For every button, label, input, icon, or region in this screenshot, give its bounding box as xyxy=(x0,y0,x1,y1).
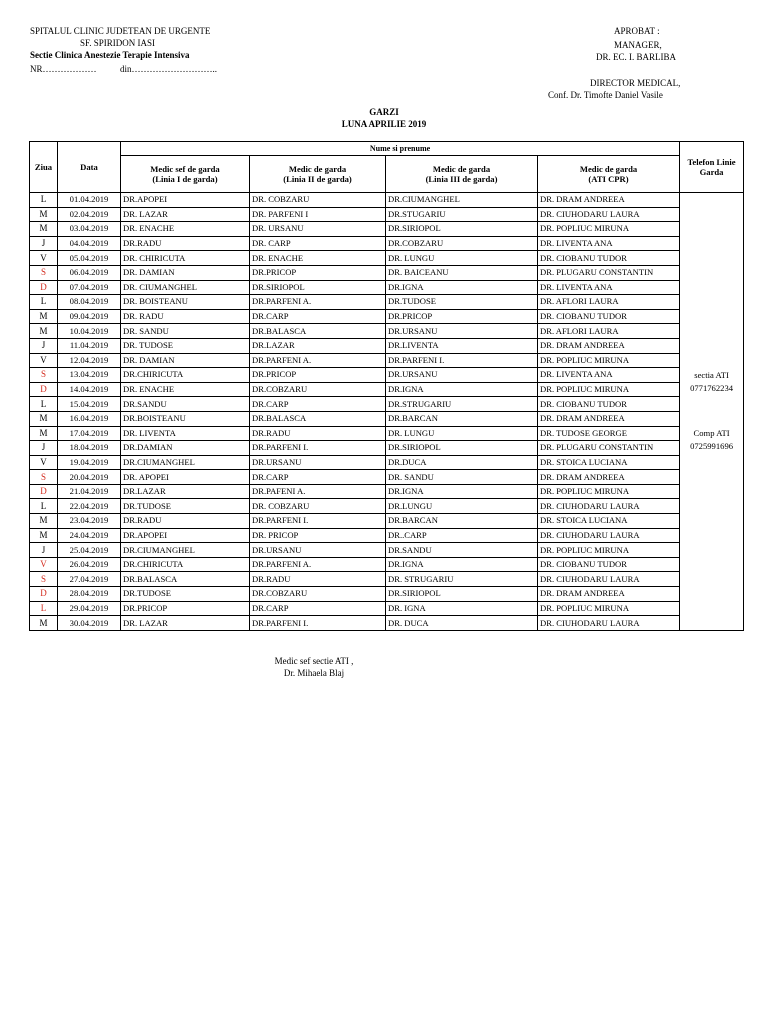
linia-2-cell: DR.COBZARU xyxy=(250,382,386,397)
linia-3-cell: DR.SIRIOPOL xyxy=(386,222,538,237)
table-row xyxy=(30,411,744,426)
ati-cpr-cell: DR. CIUHODARU LAURA xyxy=(538,616,680,631)
header-data: Data xyxy=(58,142,121,193)
department-name: Sectie Clinica Anestezie Terapie Intensiva xyxy=(30,50,190,60)
date-cell: 01.04.2019 xyxy=(58,193,121,208)
ati-cpr-cell: DR. DRAM ANDREEA xyxy=(538,587,680,602)
linia-3-cell: DR. LUNGU xyxy=(386,426,538,441)
table-row xyxy=(30,368,744,383)
linia-1-cell: DR.TUDOSE xyxy=(121,499,250,514)
linia-2-cell: DR.BALASCA xyxy=(250,411,386,426)
ati-cpr-cell: DR. AFLORI LAURA xyxy=(538,295,680,310)
header-linia-2: Medic de garda (Linia II de garda) xyxy=(250,156,386,193)
linia-1-cell: DR. CIUMANGHEL xyxy=(121,280,250,295)
day-letter-cell: J xyxy=(30,236,58,251)
page-title: GARZI xyxy=(369,107,399,117)
table-row xyxy=(30,601,744,616)
ati-cpr-cell: DR. POPLIUC MIRUNA xyxy=(538,484,680,499)
ati-cpr-cell: DR. AFLORI LAURA xyxy=(538,324,680,339)
date-cell: 24.04.2019 xyxy=(58,528,121,543)
ati-cpr-cell: DR. CIUHODARU LAURA xyxy=(538,528,680,543)
linia-2-cell: DR. COBZARU xyxy=(250,499,386,514)
linia-1-cell: DR.CIUMANGHEL xyxy=(121,455,250,470)
date-cell: 03.04.2019 xyxy=(58,222,121,237)
linia-3-cell: DR.STRUGARIU xyxy=(386,397,538,412)
linia-1-cell: DR.CHIRICUTA xyxy=(121,557,250,572)
schedule-table xyxy=(29,141,744,631)
date-cell: 15.04.2019 xyxy=(58,397,121,412)
registration-date: din……………………….. xyxy=(120,64,218,74)
date-cell: 02.04.2019 xyxy=(58,207,121,222)
ati-cpr-cell: DR. STOICA LUCIANA xyxy=(538,455,680,470)
day-letter-cell: M xyxy=(30,411,58,426)
linia-2-cell: DR.COBZARU xyxy=(250,587,386,602)
ati-cpr-cell: DR. DRAM ANDREEA xyxy=(538,411,680,426)
date-cell: 09.04.2019 xyxy=(58,309,121,324)
ati-cpr-cell: DR. DRAM ANDREEA xyxy=(538,338,680,353)
linia-3-cell: DR.TUDOSE xyxy=(386,295,538,310)
signature-title: Medic sef sectie ATI , xyxy=(274,656,354,666)
ati-cpr-cell: DR. POPLIUC MIRUNA xyxy=(538,222,680,237)
linia-2-cell: DR.PARFENI I. xyxy=(250,514,386,529)
ati-cpr-cell: DR. DRAM ANDREEA xyxy=(538,193,680,208)
linia-2-cell: DR.RADU xyxy=(250,426,386,441)
day-letter-cell: V xyxy=(30,353,58,368)
linia-1-cell: DR. APOPEI xyxy=(121,470,250,485)
date-cell: 20.04.2019 xyxy=(58,470,121,485)
hospital-name: SPITALUL CLINIC JUDETEAN DE URGENTE xyxy=(30,26,211,36)
telefon-cell xyxy=(680,193,744,631)
table-row xyxy=(30,470,744,485)
ati-cpr-cell: DR. LIVENTA ANA xyxy=(538,368,680,383)
linia-3-cell: DR. SANDU xyxy=(386,470,538,485)
day-letter-cell: V xyxy=(30,557,58,572)
linia-3-cell: DR. BAICEANU xyxy=(386,265,538,280)
header-telefon: Telefon Linie Garda xyxy=(680,142,744,193)
date-cell: 30.04.2019 xyxy=(58,616,121,631)
day-letter-cell: M xyxy=(30,207,58,222)
table-row xyxy=(30,295,744,310)
day-letter-cell: J xyxy=(30,441,58,456)
linia-1-cell: DR.CHIRICUTA xyxy=(121,368,250,383)
linia-3-cell: DR.IGNA xyxy=(386,280,538,295)
date-cell: 16.04.2019 xyxy=(58,411,121,426)
linia-2-cell: DR.PRICOP xyxy=(250,368,386,383)
table-row xyxy=(30,572,744,587)
table-row xyxy=(30,309,744,324)
day-letter-cell: M xyxy=(30,528,58,543)
manager-name: DR. EC. I. BARLIBA xyxy=(596,52,677,62)
day-letter-cell: L xyxy=(30,193,58,208)
table-row xyxy=(30,222,744,237)
linia-1-cell: DR.BALASCA xyxy=(121,572,250,587)
table-row xyxy=(30,353,744,368)
linia-1-cell: DR. DAMIAN xyxy=(121,265,250,280)
medical-director-title: DIRECTOR MEDICAL, xyxy=(590,78,681,88)
linia-1-cell: DR. LIVENTA xyxy=(121,426,250,441)
table-row xyxy=(30,484,744,499)
ati-cpr-cell: DR. TUDOSE GEORGE xyxy=(538,426,680,441)
linia-3-cell: DR.SIRIOPOL xyxy=(386,441,538,456)
linia-2-cell: DR.PARFENI I. xyxy=(250,441,386,456)
linia-3-cell: DR. DUCA xyxy=(386,616,538,631)
table-row xyxy=(30,193,744,208)
header-linia-3: Medic de garda (Linia III de garda) xyxy=(386,156,538,193)
linia-3-cell: DR..CARP xyxy=(386,528,538,543)
linia-1-cell: DR. LAZAR xyxy=(121,207,250,222)
linia-1-cell: DR. RADU xyxy=(121,309,250,324)
day-letter-cell: M xyxy=(30,616,58,631)
date-cell: 08.04.2019 xyxy=(58,295,121,310)
linia-3-cell: DR.IGNA xyxy=(386,557,538,572)
day-letter-cell: M xyxy=(30,426,58,441)
day-letter-cell: M xyxy=(30,514,58,529)
table-row xyxy=(30,324,744,339)
date-cell: 12.04.2019 xyxy=(58,353,121,368)
table-row xyxy=(30,499,744,514)
ati-cpr-cell: DR. POPLIUC MIRUNA xyxy=(538,382,680,397)
date-cell: 07.04.2019 xyxy=(58,280,121,295)
linia-3-cell: DR.URSANU xyxy=(386,324,538,339)
ati-cpr-cell: DR. LIVENTA ANA xyxy=(538,280,680,295)
ati-cpr-cell: DR. PLUGARU CONSTANTIN xyxy=(538,441,680,456)
linia-2-cell: DR.PARFENI A. xyxy=(250,557,386,572)
table-row xyxy=(30,382,744,397)
ati-cpr-cell: DR. CIOBANU TUDOR xyxy=(538,309,680,324)
table-row xyxy=(30,207,744,222)
linia-3-cell: DR. STRUGARIU xyxy=(386,572,538,587)
date-cell: 04.04.2019 xyxy=(58,236,121,251)
phone-entry xyxy=(682,369,741,395)
day-letter-cell: L xyxy=(30,499,58,514)
linia-2-cell: DR. URSANU xyxy=(250,222,386,237)
linia-1-cell: DR.APOPEI xyxy=(121,193,250,208)
table-row xyxy=(30,236,744,251)
date-cell: 29.04.2019 xyxy=(58,601,121,616)
linia-1-cell: DR.RADU xyxy=(121,236,250,251)
table-row xyxy=(30,616,744,631)
linia-3-cell: DR.CIUMANGHEL xyxy=(386,193,538,208)
linia-1-cell: DR. CHIRICUTA xyxy=(121,251,250,266)
day-letter-cell: D xyxy=(30,484,58,499)
ati-cpr-cell: DR. CIOBANU TUDOR xyxy=(538,397,680,412)
linia-1-cell: DR.BOISTEANU xyxy=(121,411,250,426)
linia-3-cell: DR. IGNA xyxy=(386,601,538,616)
date-cell: 18.04.2019 xyxy=(58,441,121,456)
ati-cpr-cell: DR. CIUHODARU LAURA xyxy=(538,207,680,222)
phone-label: Comp ATI xyxy=(693,428,730,439)
linia-2-cell: DR.RADU xyxy=(250,572,386,587)
date-cell: 13.04.2019 xyxy=(58,368,121,383)
phone-number: 0771762234 xyxy=(690,383,734,394)
linia-1-cell: DR.CIUMANGHEL xyxy=(121,543,250,558)
linia-1-cell: DR.SANDU xyxy=(121,397,250,412)
linia-2-cell: DR.PARFENI A. xyxy=(250,353,386,368)
approval-label: APROBAT : xyxy=(614,26,660,36)
header-linia-1: Medic sef de garda (Linia I de garda) xyxy=(121,156,250,193)
linia-2-cell: DR.PARFENI I. xyxy=(250,616,386,631)
linia-2-cell: DR.PRICOP xyxy=(250,265,386,280)
linia-3-cell: DR.PRICOP xyxy=(386,309,538,324)
day-letter-cell: M xyxy=(30,222,58,237)
table-row xyxy=(30,441,744,456)
linia-2-cell: DR. ENACHE xyxy=(250,251,386,266)
day-letter-cell: J xyxy=(30,338,58,353)
date-cell: 19.04.2019 xyxy=(58,455,121,470)
table-row xyxy=(30,528,744,543)
table-row xyxy=(30,251,744,266)
ati-cpr-cell: DR. CIUHODARU LAURA xyxy=(538,572,680,587)
day-letter-cell: S xyxy=(30,470,58,485)
hospital-city: SF. SPIRIDON IASI xyxy=(80,38,156,48)
table-row xyxy=(30,543,744,558)
linia-3-cell: DR.IGNA xyxy=(386,484,538,499)
linia-3-cell: DR.LIVENTA xyxy=(386,338,538,353)
table-row xyxy=(30,557,744,572)
ati-cpr-cell: DR. LIVENTA ANA xyxy=(538,236,680,251)
linia-3-cell: DR.LUNGU xyxy=(386,499,538,514)
linia-2-cell: DR.URSANU xyxy=(250,543,386,558)
day-letter-cell: L xyxy=(30,601,58,616)
date-cell: 05.04.2019 xyxy=(58,251,121,266)
date-cell: 17.04.2019 xyxy=(58,426,121,441)
phone-entry xyxy=(682,427,741,453)
linia-1-cell: DR. ENACHE xyxy=(121,382,250,397)
linia-1-cell: DR. LAZAR xyxy=(121,616,250,631)
linia-2-cell: DR.CARP xyxy=(250,397,386,412)
linia-2-cell: DR.SIRIOPOL xyxy=(250,280,386,295)
date-cell: 26.04.2019 xyxy=(58,557,121,572)
day-letter-cell: V xyxy=(30,251,58,266)
day-letter-cell: D xyxy=(30,382,58,397)
date-cell: 10.04.2019 xyxy=(58,324,121,339)
medical-director-name: Conf. Dr. Timofte Daniel Vasile xyxy=(548,90,663,100)
table-row xyxy=(30,426,744,441)
phone-number: 0725991696 xyxy=(690,441,734,452)
day-letter-cell: M xyxy=(30,324,58,339)
linia-2-cell: DR.BALASCA xyxy=(250,324,386,339)
linia-2-cell: DR. PARFENI I xyxy=(250,207,386,222)
linia-1-cell: DR.RADU xyxy=(121,514,250,529)
ati-cpr-cell: DR. POPLIUC MIRUNA xyxy=(538,353,680,368)
phone-label: sectia ATI xyxy=(694,370,729,381)
linia-3-cell: DR. LUNGU xyxy=(386,251,538,266)
linia-1-cell: DR.DAMIAN xyxy=(121,441,250,456)
linia-3-cell: DR.PARFENI I. xyxy=(386,353,538,368)
linia-3-cell: DR.BARCAN xyxy=(386,514,538,529)
table-row xyxy=(30,338,744,353)
table-row xyxy=(30,514,744,529)
date-cell: 25.04.2019 xyxy=(58,543,121,558)
ati-cpr-cell: DR. CIUHODARU LAURA xyxy=(538,499,680,514)
registration-number: NR……………… xyxy=(30,64,97,74)
linia-1-cell: DR. TUDOSE xyxy=(121,338,250,353)
date-cell: 23.04.2019 xyxy=(58,514,121,529)
day-letter-cell: L xyxy=(30,397,58,412)
manager-title: MANAGER, xyxy=(614,40,662,50)
linia-2-cell: DR. CARP xyxy=(250,236,386,251)
table-row xyxy=(30,455,744,470)
ati-cpr-cell: DR. POPLIUC MIRUNA xyxy=(538,601,680,616)
ati-cpr-cell: DR. CIOBANU TUDOR xyxy=(538,251,680,266)
ati-cpr-cell: DR. STOICA LUCIANA xyxy=(538,514,680,529)
linia-3-cell: DR.URSANU xyxy=(386,368,538,383)
day-letter-cell: D xyxy=(30,587,58,602)
linia-1-cell: DR. BOISTEANU xyxy=(121,295,250,310)
ati-cpr-cell: DR. PLUGARU CONSTANTIN xyxy=(538,265,680,280)
linia-1-cell: DR. DAMIAN xyxy=(121,353,250,368)
linia-1-cell: DR.PRICOP xyxy=(121,601,250,616)
linia-3-cell: DR.SIRIOPOL xyxy=(386,587,538,602)
linia-2-cell: DR.PAFENI A. xyxy=(250,484,386,499)
linia-1-cell: DR.TUDOSE xyxy=(121,587,250,602)
linia-2-cell: DR. COBZARU xyxy=(250,193,386,208)
linia-2-cell: DR.CARP xyxy=(250,470,386,485)
linia-1-cell: DR.APOPEI xyxy=(121,528,250,543)
linia-2-cell: DR.CARP xyxy=(250,601,386,616)
linia-1-cell: DR. SANDU xyxy=(121,324,250,339)
linia-3-cell: DR.BARCAN xyxy=(386,411,538,426)
table-row xyxy=(30,280,744,295)
linia-2-cell: DR.URSANU xyxy=(250,455,386,470)
date-cell: 27.04.2019 xyxy=(58,572,121,587)
linia-2-cell: DR.LAZAR xyxy=(250,338,386,353)
day-letter-cell: L xyxy=(30,295,58,310)
table-row xyxy=(30,587,744,602)
date-cell: 28.04.2019 xyxy=(58,587,121,602)
linia-1-cell: DR.LAZAR xyxy=(121,484,250,499)
date-cell: 11.04.2019 xyxy=(58,338,121,353)
header-ati-cpr: Medic de garda (ATI CPR) xyxy=(538,156,680,193)
day-letter-cell: D xyxy=(30,280,58,295)
linia-2-cell: DR.CARP xyxy=(250,309,386,324)
table-row xyxy=(30,397,744,412)
date-cell: 14.04.2019 xyxy=(58,382,121,397)
day-letter-cell: V xyxy=(30,455,58,470)
date-cell: 06.04.2019 xyxy=(58,265,121,280)
linia-3-cell: DR.STUGARIU xyxy=(386,207,538,222)
linia-1-cell: DR. ENACHE xyxy=(121,222,250,237)
day-letter-cell: S xyxy=(30,368,58,383)
date-cell: 21.04.2019 xyxy=(58,484,121,499)
day-letter-cell: J xyxy=(30,543,58,558)
linia-2-cell: DR.PARFENI A. xyxy=(250,295,386,310)
date-cell: 22.04.2019 xyxy=(58,499,121,514)
linia-3-cell: DR.COBZARU xyxy=(386,236,538,251)
linia-3-cell: DR.IGNA xyxy=(386,382,538,397)
header-ziua: Ziua xyxy=(30,142,58,193)
day-letter-cell: S xyxy=(30,265,58,280)
day-letter-cell: S xyxy=(30,572,58,587)
ati-cpr-cell: DR. DRAM ANDREEA xyxy=(538,470,680,485)
header-nume-prenume: Nume si prenume xyxy=(121,142,680,156)
day-letter-cell: M xyxy=(30,309,58,324)
table-row xyxy=(30,265,744,280)
ati-cpr-cell: DR. CIOBANU TUDOR xyxy=(538,557,680,572)
ati-cpr-cell: DR. POPLIUC MIRUNA xyxy=(538,543,680,558)
page-subtitle: LUNA APRILIE 2019 xyxy=(341,119,427,129)
linia-2-cell: DR. PRICOP xyxy=(250,528,386,543)
signature-name: Dr. Mihaela Blaj xyxy=(283,668,345,678)
linia-3-cell: DR.DUCA xyxy=(386,455,538,470)
linia-3-cell: DR.SANDU xyxy=(386,543,538,558)
